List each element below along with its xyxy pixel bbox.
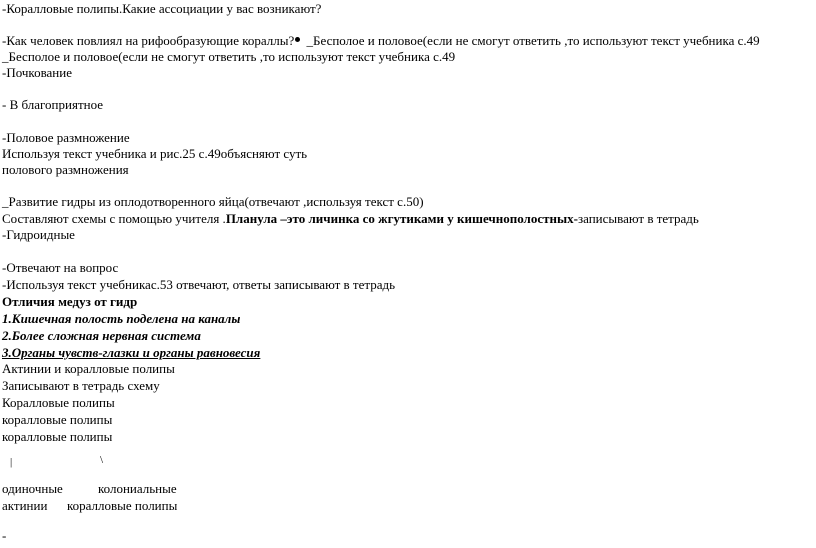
- difference-3: 3.Органы чувств-глазки и органы равновесия: [2, 345, 261, 360]
- scheme-branch-right: \: [100, 454, 104, 466]
- scheme-solitary: одиночные: [2, 481, 63, 496]
- scheme-colonial: колониальные: [98, 481, 177, 496]
- difference-2: 2.Более сложная нервная система: [2, 328, 201, 343]
- text-write-notebook: записывают в тетрадь: [577, 211, 699, 226]
- scheme-actinia: актинии: [2, 498, 48, 513]
- text-schemes: Составляют схемы с помощью учителя .: [2, 211, 226, 226]
- scheme-branch-left: |: [10, 456, 13, 468]
- trailing-dash: -: [2, 528, 7, 543]
- question-human-impact: -Как человек повлиял на рифообразующие кораллы?: [2, 33, 295, 48]
- text-hydra-development: _Развитие гидры из оплодотворенного яйца(отвечают ,используя текст с.50): [2, 194, 424, 209]
- answer-sexual-reproduction: -Половое размножение: [2, 130, 130, 145]
- question-human-impact-line: [2, 33, 760, 49]
- scheme-title: Коралловые полипы: [2, 395, 115, 410]
- difference-1: 1.Кишечная полость поделена на каналы: [2, 311, 241, 326]
- text-write-scheme: Записывают в тетрадь схему: [2, 378, 160, 393]
- text-sexual-reproduction: полового размножения: [2, 162, 129, 177]
- text-actinia-corals: Актинии и коралловые полипы: [2, 361, 175, 376]
- answer-favorable: - В благоприятное: [2, 97, 104, 112]
- text-hydroids: -Гидроидные: [2, 227, 75, 242]
- text-explain-essence: Используя текст учебника и рис.25 с.49объясняют суть: [2, 146, 308, 161]
- text-planula-definition: Планула –это личинка со жгутиками у кишечнополостных-: [225, 211, 578, 226]
- answer-reproduction: _Бесполое и половое(если не смогут ответить ,то используют текст учебника с.49: [2, 49, 456, 64]
- answer-reproduction-inline: _Бесполое и половое(если не смогут ответить ,то используют текст учебника с.49: [303, 33, 760, 48]
- scheme-line-1: коралловые полипы: [2, 412, 113, 427]
- heading-medusa-differences: Отличия медуз от гидр: [2, 294, 138, 309]
- text-schemes-line: [2, 211, 699, 227]
- scheme-line-2: коралловые полипы: [2, 429, 113, 444]
- text-answer-question: -Отвечают на вопрос: [2, 260, 119, 275]
- bullet-icon: [295, 37, 300, 42]
- question-associations: -Коралловые полипы.Какие ассоциации у вас возникают?: [2, 1, 322, 16]
- text-textbook-answers: -Используя текст учебникас.53 отвечают, ответы записывают в тетрадь: [2, 277, 396, 292]
- answer-budding: -Почкование: [2, 65, 72, 80]
- scheme-coral-polyps: коралловые полипы: [67, 498, 178, 513]
